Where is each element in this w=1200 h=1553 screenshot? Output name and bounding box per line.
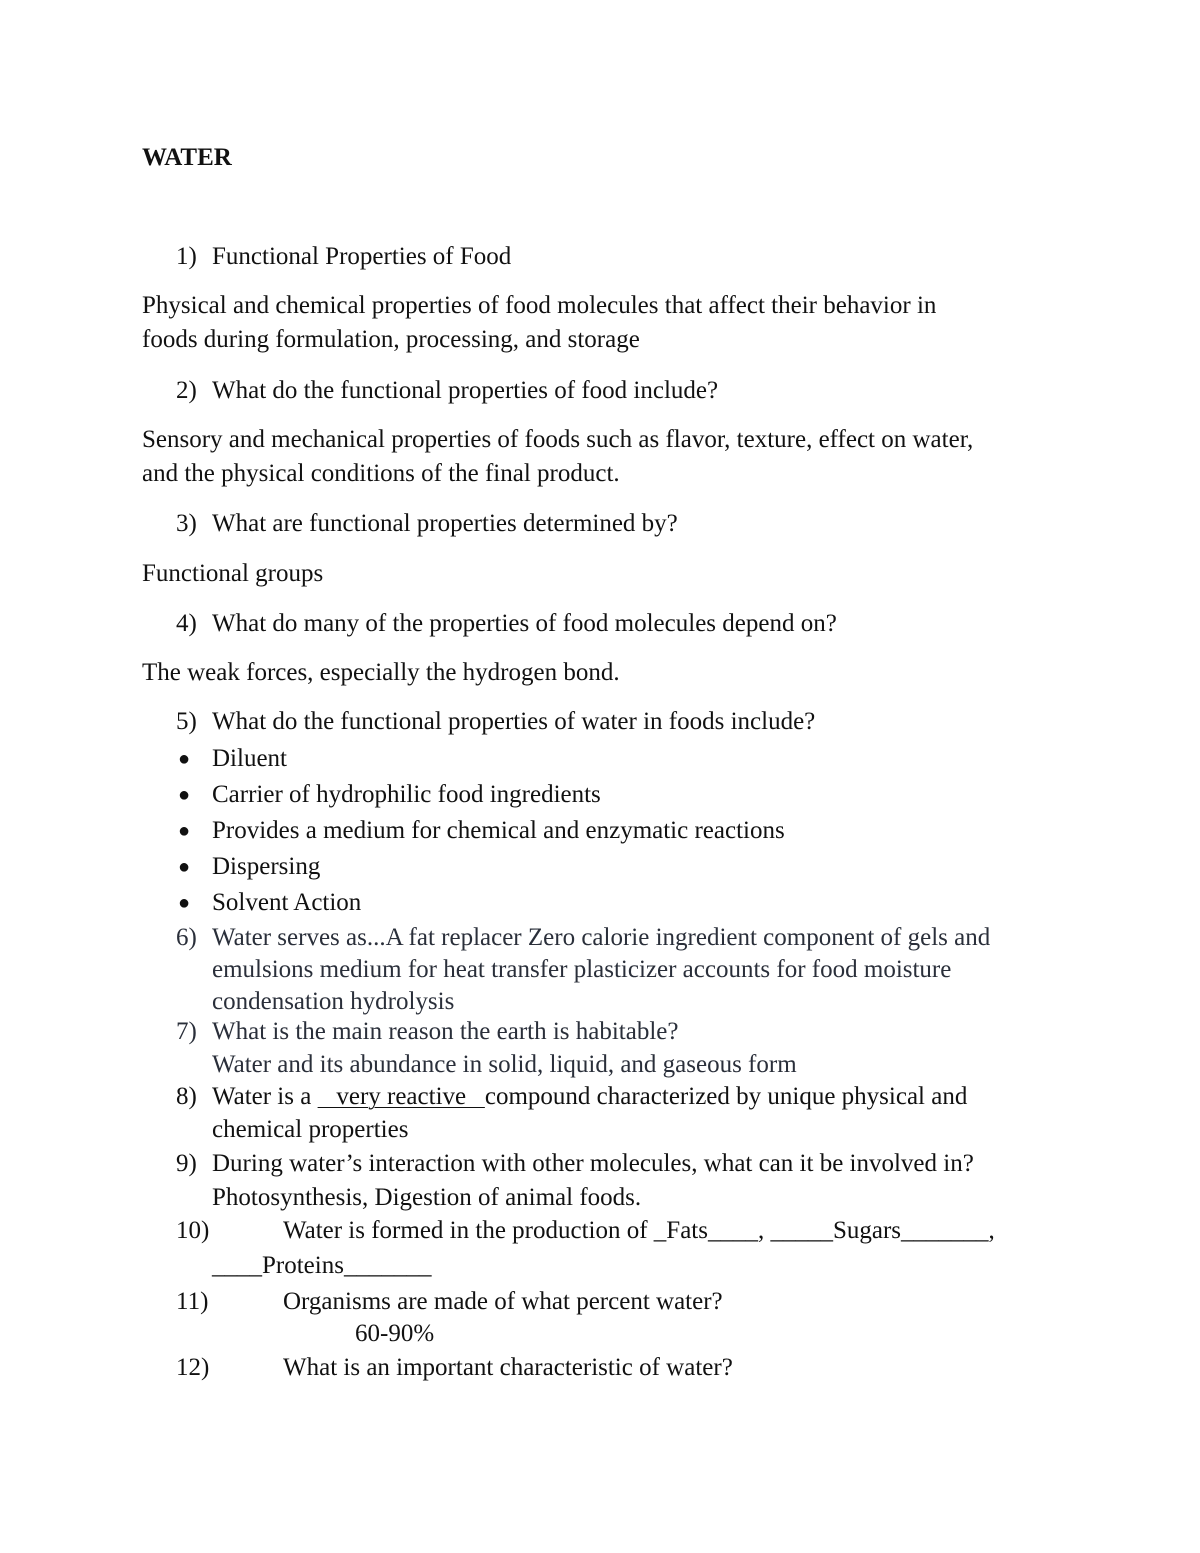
q10-number: 10) [176, 1217, 210, 1244]
q1-answer-line-2: foods during formulation, processing, and storage [142, 326, 640, 353]
bullet-icon: ● [178, 856, 191, 878]
q9-answer: Photosynthesis, Digestion of animal foods. [212, 1184, 642, 1211]
q8-line-2: chemical properties [212, 1116, 409, 1143]
q7-answer: Water and its abundance in solid, liquid, and gaseous form [212, 1051, 797, 1078]
bullet-icon: ● [178, 892, 191, 914]
q6-line-1: Water serves as...A fat replacer Zero calorie ingredient component of gels and [212, 924, 991, 951]
q1-answer-line-1: Physical and chemical properties of food molecules that affect their behavior in [142, 292, 937, 319]
q10-line-2: ____Proteins_______ [212, 1252, 432, 1279]
q5-bullet-item: Provides a medium for chemical and enzymatic reactions [212, 817, 785, 844]
q6-number: 6) [176, 924, 197, 951]
q11-answer: 60-90% [355, 1320, 435, 1347]
q12-text: What is an important characteristic of water? [283, 1354, 733, 1381]
q7-number: 7) [176, 1018, 197, 1045]
bullet-icon: ● [178, 820, 191, 842]
q3-answer: Functional groups [142, 560, 324, 587]
q8-number: 8) [176, 1083, 197, 1110]
q8-line-1 [212, 1080, 1058, 1114]
q5-number: 5) [176, 708, 197, 735]
q5-bullet-item: Solvent Action [212, 889, 362, 916]
q6-line-2: emulsions medium for heat transfer plasticizer accounts for food moisture [212, 956, 952, 983]
bullet-icon: ● [178, 748, 191, 770]
q7-text: What is the main reason the earth is habitable? [212, 1018, 679, 1045]
q9-number: 9) [176, 1150, 197, 1177]
q9-text: During water’s interaction with other molecules, what can it be involved in? [212, 1150, 974, 1177]
q2-number: 2) [176, 377, 197, 404]
q3-number: 3) [176, 510, 197, 537]
q8-text-after: compound characterized by unique physical and [484, 1083, 968, 1110]
q8-text-before: Water is a [212, 1083, 318, 1110]
q2-answer-line-2: and the physical conditions of the final product. [142, 460, 620, 487]
q3-text: What are functional properties determined by? [212, 510, 678, 537]
q4-answer: The weak forces, especially the hydrogen bond. [142, 659, 620, 686]
q12-number: 12) [176, 1354, 210, 1381]
q5-bullet-item: Dispersing [212, 853, 321, 880]
q11-number: 11) [176, 1288, 209, 1315]
q5-bullet-item: Diluent [212, 745, 287, 772]
q2-text: What do the functional properties of food include? [212, 377, 719, 404]
q8-answer-blank: very reactive [317, 1083, 485, 1110]
q4-text: What do many of the properties of food molecules depend on? [212, 610, 837, 637]
q2-answer-line-1: Sensory and mechanical properties of foods such as flavor, texture, effect on water, [142, 426, 974, 453]
q4-number: 4) [176, 610, 197, 637]
q5-text: What do the functional properties of water in foods include? [212, 708, 816, 735]
q10-line-1: Water is formed in the production of _Fats____, _____Sugars_______, [283, 1217, 995, 1244]
q11-text: Organisms are made of what percent water? [283, 1288, 723, 1315]
page-title: WATER [142, 144, 232, 171]
q1-text: Functional Properties of Food [212, 243, 512, 270]
q6-line-3: condensation hydrolysis [212, 988, 455, 1015]
q5-bullet-item: Carrier of hydrophilic food ingredients [212, 781, 601, 808]
bullet-icon: ● [178, 784, 191, 806]
q1-number: 1) [176, 243, 197, 270]
